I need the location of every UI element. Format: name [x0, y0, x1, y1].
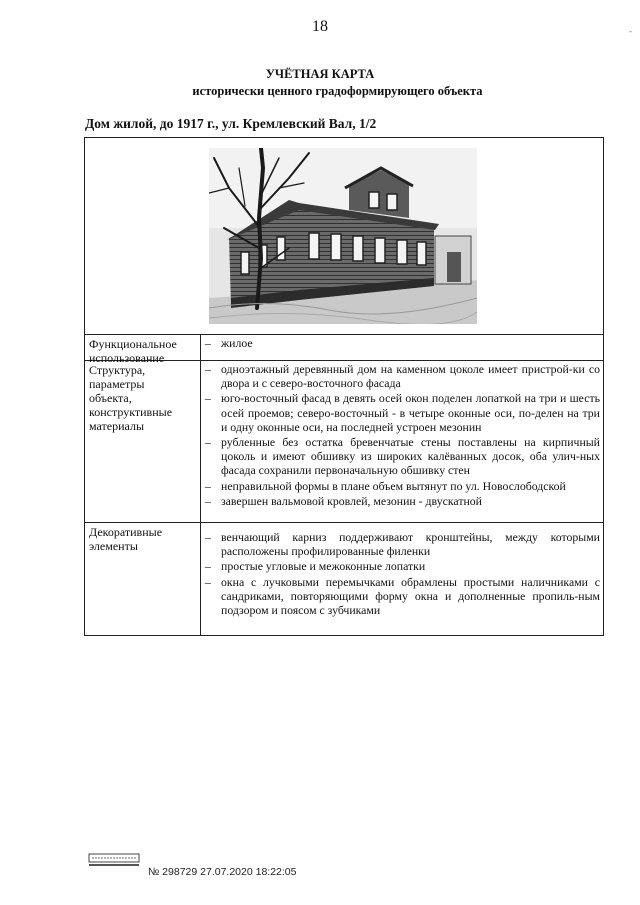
list-dash: –	[205, 574, 211, 589]
stamp-icon	[88, 846, 140, 868]
document-registration: № 298729 27.07.2020 18:22:05	[148, 866, 297, 878]
row-content	[201, 522, 603, 618]
list-dash: –	[205, 391, 211, 406]
page-number: 18	[312, 18, 328, 35]
building-photo	[209, 148, 477, 324]
list-item: – одноэтажный деревянный дом на каменном цоколе имеет пристрой-ки со двора и с северо-восточного фасада	[205, 362, 600, 391]
list-dash: –	[205, 559, 211, 574]
row-content	[201, 334, 603, 351]
list-item: – венчающий карниз поддерживают кронштейны, между которыми расположены профилированные филенки	[205, 530, 600, 559]
list-item: – жилое	[205, 336, 253, 350]
list-dash: –	[205, 435, 211, 450]
footer-stamp	[88, 846, 140, 873]
list-dash: –	[205, 336, 211, 350]
list-item: – рубленные без остатка бревенчатые стены поставлены на кирпичный цоколь и имеют обшивку из широких калёванных досок, оба улич-ных фасада сохранили первоначальную обшивку стен	[205, 435, 600, 478]
row-structure	[85, 360, 603, 523]
object-title: Дом жилой, до 1917 г., ул. Кремлевский Вал, 1/2	[85, 116, 377, 131]
row-label: Функциональное использование	[85, 334, 201, 360]
photo-area	[85, 138, 603, 335]
list-item: – неправильной формы в плане объем вытянут по ул. Новослободской	[205, 478, 566, 493]
list-item: – юго-восточный фасад в девять осей окон поделен лопаткой на три и шесть осей проемов; северо-восточный - в четыре оконные оси, по-делен на три и одну оконные оси, на последней устроен мезонин	[205, 391, 600, 434]
row-label: Структура, параметры объекта, конструктивные материалы	[85, 360, 201, 522]
row-decorative	[85, 522, 603, 635]
document-title: УЧЁТНАЯ КАРТА	[265, 67, 375, 81]
list-dash: –	[205, 530, 211, 544]
list-dash: –	[205, 362, 211, 376]
row-label: Декоративные элементы	[85, 522, 201, 635]
list-item: – окна с лучковыми перемычками обрамлены простыми наличниками с сандриками, повторяющими форму окна и дополненные пропиль-ным подзором и поясом с зубчиками	[205, 574, 600, 618]
record-card	[84, 137, 604, 636]
list-item: – простые угловые и межоконные лопатки	[205, 559, 426, 574]
corner-mark: -	[629, 26, 632, 36]
row-function	[85, 334, 603, 365]
header	[0, 66, 640, 100]
list-item: – завершен вальмовой кровлей, мезонин - двускатной	[205, 493, 482, 508]
list-dash: –	[205, 478, 211, 493]
row-content	[201, 360, 603, 509]
list-dash: –	[205, 493, 211, 508]
document-subtitle: исторически ценного градоформирующего объекта	[192, 84, 483, 98]
